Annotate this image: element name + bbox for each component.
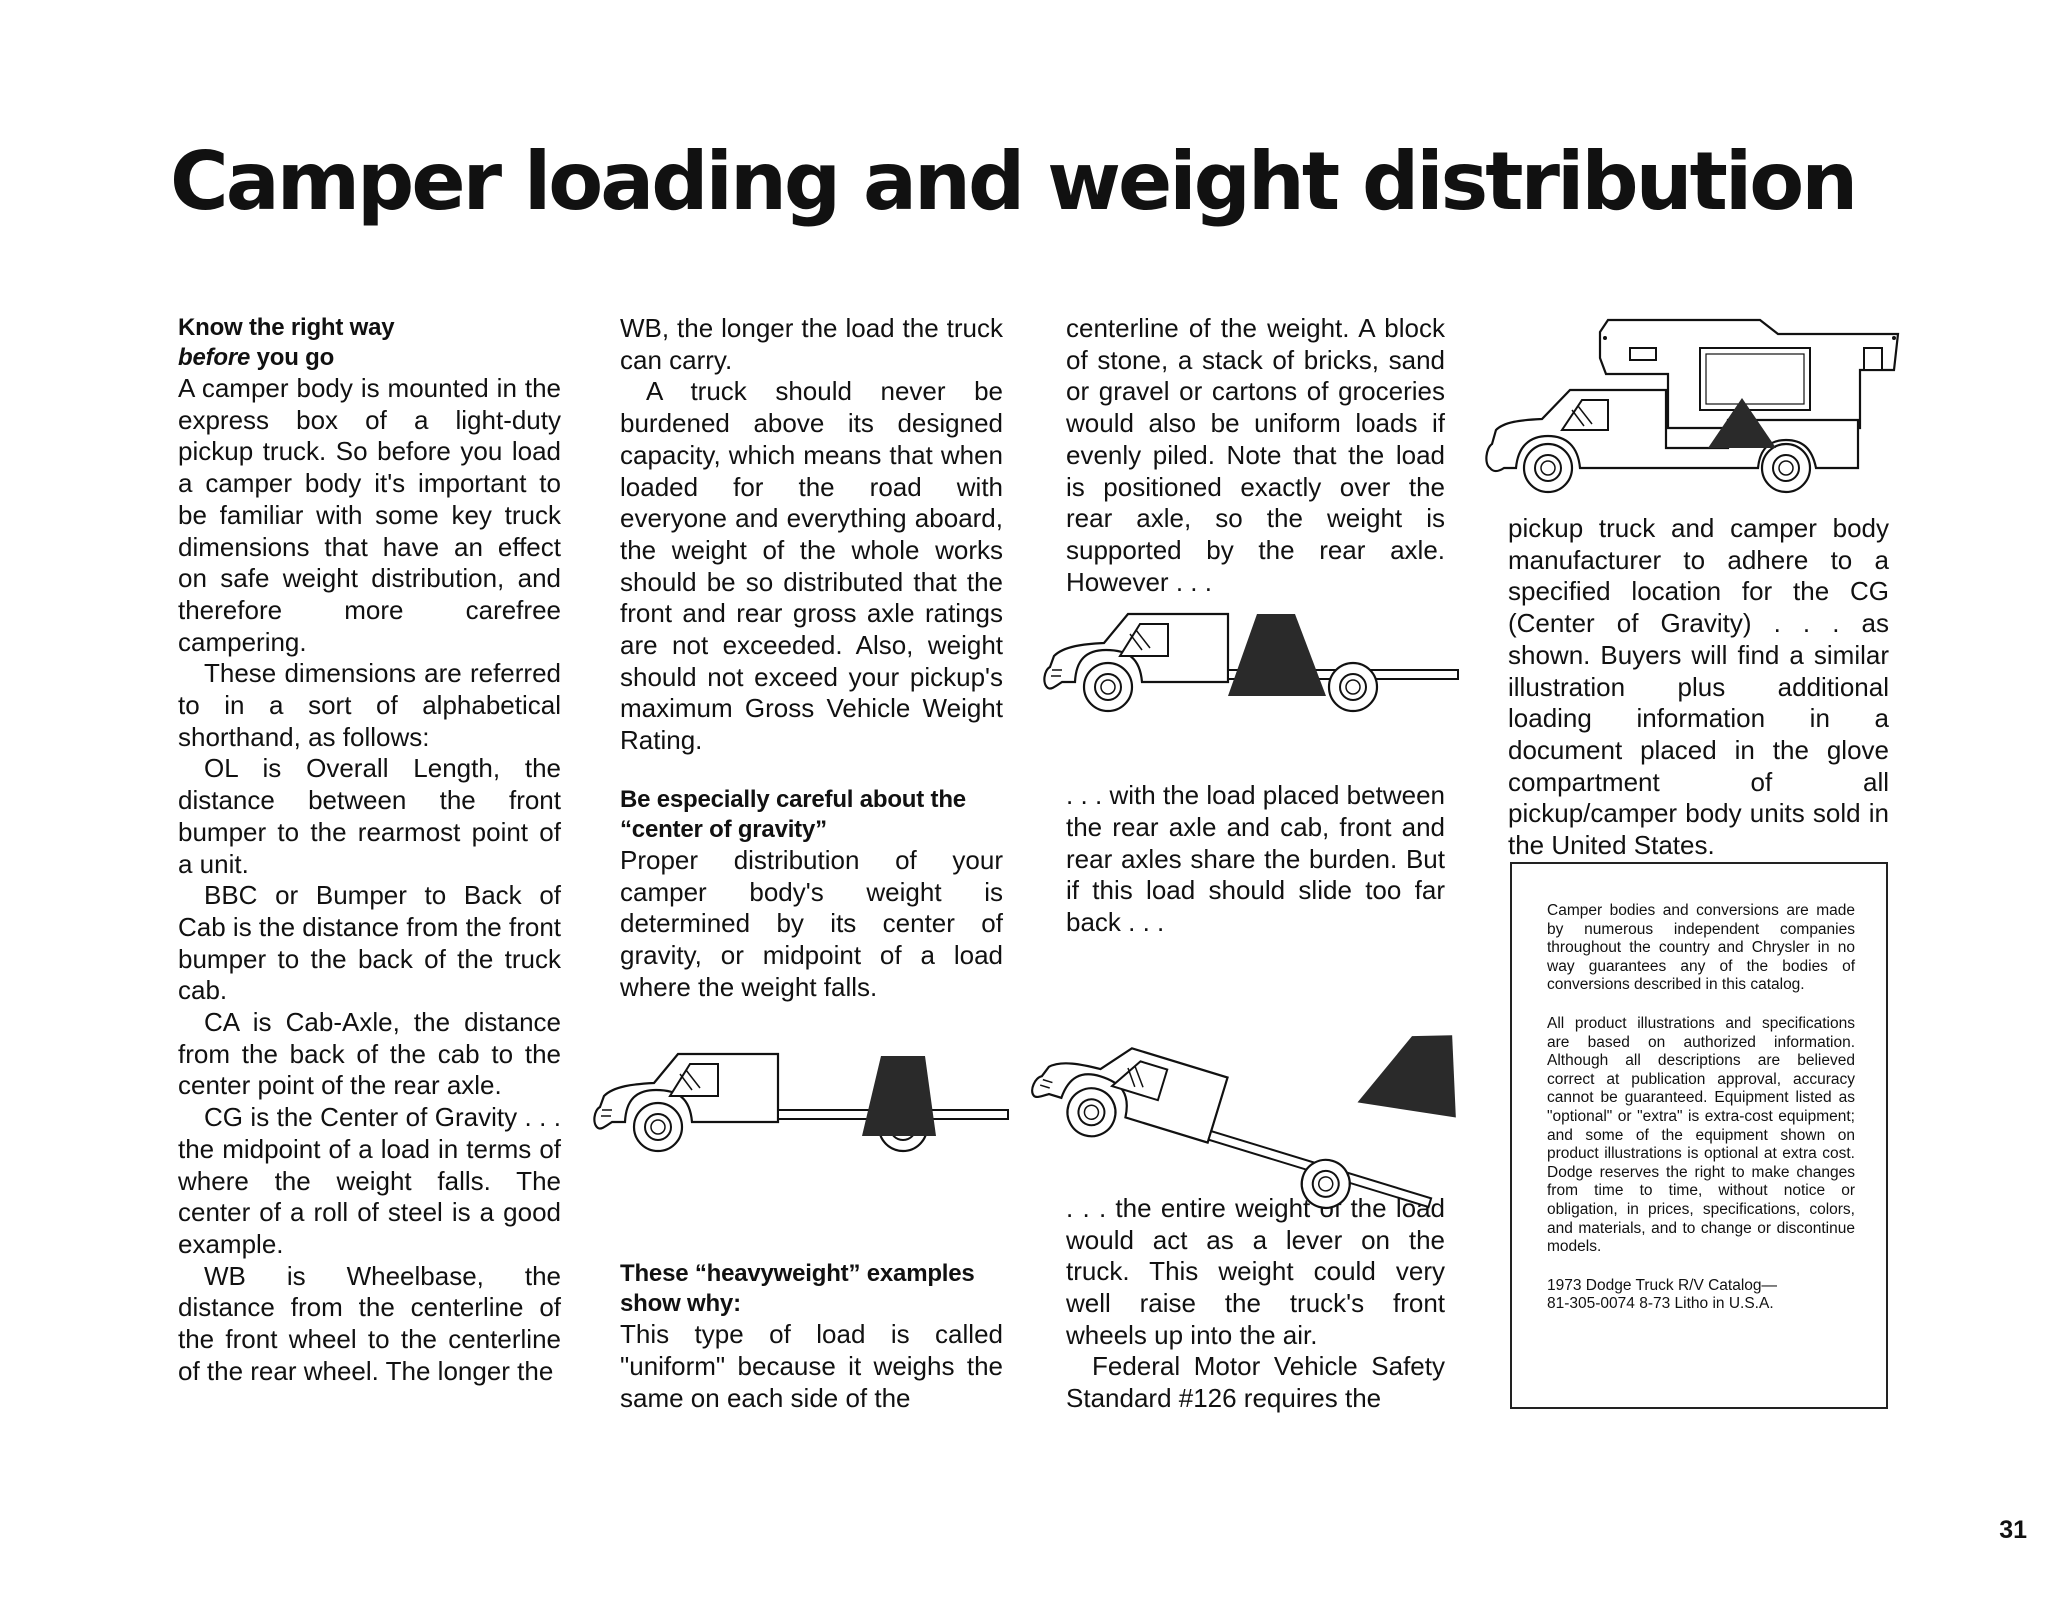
paragraph-camper-mounted: A camper body is mounted in the express box of a light-duty pickup truck. So before you load a camper body it's important to be familiar with some key truck dimensions that have an effect on safe weight distribution, and therefore more carefree campering. bbox=[178, 373, 561, 657]
paragraph-ca: CA is Cab-Axle, the distance from the back of the cab to the center point of the rear axle. bbox=[178, 1007, 561, 1101]
catalog-info bbox=[1547, 1277, 1855, 1314]
truck-load-over-rear-axle-illustration bbox=[598, 1052, 1018, 1162]
paragraph-ol: OL is Overall Length, the distance between the front bumper to the rearmost point of a unit. bbox=[178, 753, 561, 879]
camper-rear-window bbox=[1864, 348, 1882, 370]
truck-tipping-illustration bbox=[1048, 975, 1468, 1185]
heading-know-italic: before bbox=[178, 344, 251, 371]
catalog-line-2: 81-305-0074 8-73 Litho in U.S.A. bbox=[1547, 1295, 1774, 1313]
page-title: Camper loading and weight distribution bbox=[170, 135, 1856, 228]
camper-window bbox=[1700, 348, 1810, 410]
page-number: 31 bbox=[1999, 1516, 2027, 1544]
catalog-line-1: 1973 Dodge Truck R/V Catalog— bbox=[1547, 1276, 1778, 1294]
pickup-camper-cg-illustration bbox=[1490, 318, 1910, 498]
paragraph-wb-continued: WB, the longer the load the truck can carry. bbox=[620, 313, 1003, 375]
truck-load-forward-illustration bbox=[1048, 612, 1468, 722]
paragraph-fmvss: Federal Motor Vehicle Safety Standard #126 requires the bbox=[1066, 1351, 1445, 1414]
paragraph-uniform-load: This type of load is called "uniform" because it weighs the same on each side of the bbox=[620, 1319, 1003, 1413]
paragraph-wb: WB is Wheelbase, the distance from the centerline of the front wheel to the centerline of the rear wheel. The longer the bbox=[178, 1260, 561, 1386]
column-3 bbox=[1066, 313, 1445, 1415]
load-block-over-axle bbox=[862, 1056, 936, 1136]
heading-know-line-2: you go bbox=[250, 344, 335, 371]
paragraph-lever-effect: . . . the entire weight of the load would act as a lever on the truck. This weight could very well raise the truck's front wheels up into the air. bbox=[1066, 1192, 1445, 1350]
load-block-slid-back bbox=[1357, 1030, 1460, 1117]
paragraph-proper-distribution: Proper distribution of your camper body's weight is determined by its center of gravity, or midpoint of a load where the weight falls. bbox=[620, 844, 1003, 1002]
heading-know-line-1: Know the right way bbox=[178, 314, 395, 341]
column-4 bbox=[1508, 513, 1889, 862]
paragraph-cg: CG is the Center of Gravity . . . the midpoint of a load in terms of where the weight falls. The center of a roll of steel is a good example. bbox=[178, 1102, 561, 1259]
load-block-forward bbox=[1228, 614, 1326, 696]
heading-know-right-way bbox=[178, 313, 561, 373]
column-2 bbox=[620, 313, 1003, 1414]
camper-vent bbox=[1630, 348, 1656, 360]
paragraph-bbc: BBC or Bumper to Back of Cab is the distance from the front bumper to the back of the truck cab. bbox=[178, 880, 561, 1006]
disclaimer-box bbox=[1510, 862, 1888, 1409]
heading-center-of-gravity: Be especially careful about the “center of gravity” bbox=[620, 785, 966, 843]
disclaimer-illustrations: All product illustrations and specifications are based on authorized information. Although all descriptions are believed correct at publication approval, accuracy cannot be guaranteed. Equipment listed as "optional" or "extra" is extra-cost equipment; and some of the equipment shown on product illustrations is optional at extra cost. Dodge reserves the right to make changes from time to time, without notice or obligation, in prices, specifications, colors, and materials, and to change or discontinue models. bbox=[1547, 1014, 1855, 1256]
disclaimer-camper-bodies: Camper bodies and conversions are made by numerous independent companies throughout the country and Chrysler in no way guarantees any of the bodies of conversions described in this catalog. bbox=[1547, 902, 1855, 994]
heading-heavyweight-examples: These “heavyweight” examples show why: bbox=[620, 1260, 975, 1318]
paragraph-dimensions-intro: These dimensions are referred to in a sort of alphabetical shorthand, as follows: bbox=[178, 658, 561, 752]
paragraph-uniform-loads: centerline of the weight. A block of stone, a stack of bricks, sand or gravel or cartons of groceries would also be uniform loads if evenly piled. Note that the load is positioned exactly over the rear axle, so the weight is supported by the rear axle. However . . . bbox=[1066, 313, 1445, 597]
paragraph-load-between-axles: . . . with the load placed between the rear axle and cab, front and rear axles share the burden. But if this load should slide too far back . . . bbox=[1066, 780, 1445, 938]
paragraph-cg-requirement: pickup truck and camper body manufacturer to adhere to a specified location for the CG (Center of Gravity) . . . as shown. Buyers will find a similar illustration plus additional loading information in a document placed in the glove compartment of all pickup/camper body units sold in the United States. bbox=[1508, 513, 1889, 861]
paragraph-capacity: A truck should never be burdened above its designed capacity, which means that when loaded for the road with everyone and everything aboard, the weight of the whole works should be so distributed that the front and rear gross axle ratings are not exceeded. Also, weight should not exceed your pickup's maximum Gross Vehicle Weight Rating. bbox=[620, 376, 1003, 756]
column-1 bbox=[178, 313, 561, 1388]
